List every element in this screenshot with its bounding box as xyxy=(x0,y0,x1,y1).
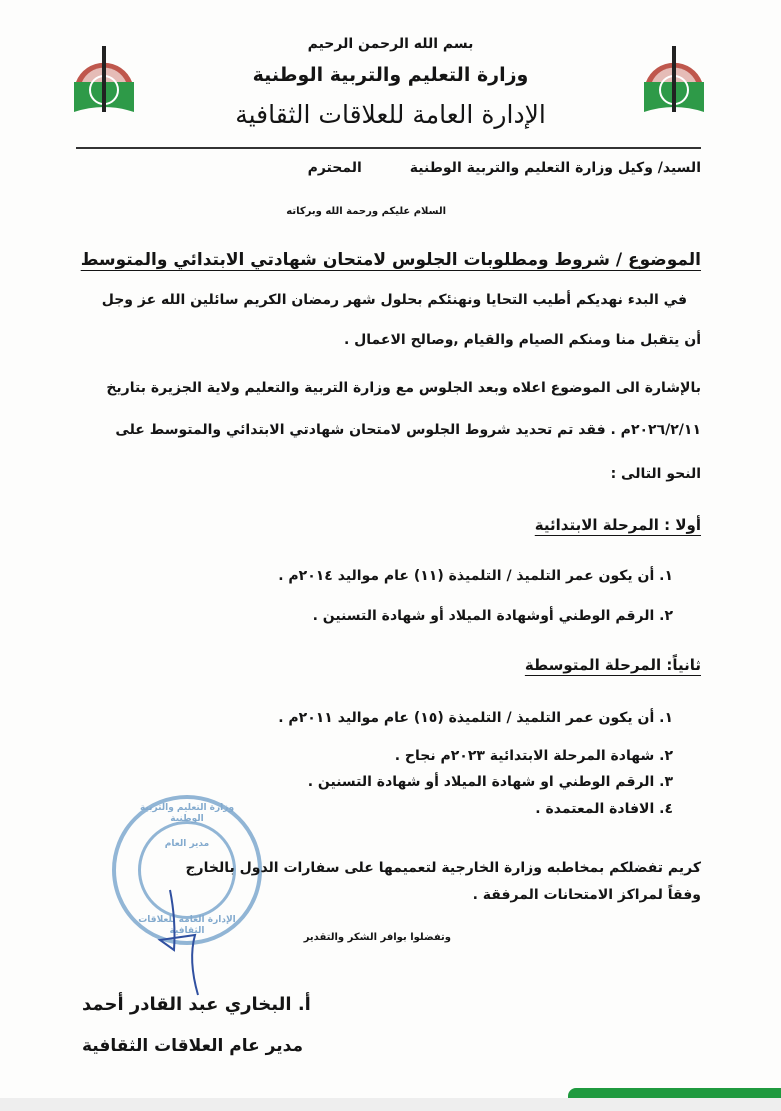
subject: الموضوع / شروط ومطلوبات الجلوس لامتحان شهادتي الابتدائي والمتوسط xyxy=(80,250,701,270)
signatory-title: مدير عام العلاقات الثقافية xyxy=(82,1036,303,1056)
addressee: السيد/ وكيل وزارة التعليم والتربية الوطنية xyxy=(409,160,701,176)
ministry-name: وزارة التعليم والتربية الوطنية xyxy=(252,64,529,86)
department-name: الإدارة العامة للعلاقات الثقافية xyxy=(235,100,546,129)
primary-item-1: ١. أن يكون عمر التلميذ / التلميذة (١١) عام مواليد ٢٠١٤م . xyxy=(278,568,673,584)
intermediate-item-4: ٤. الافادة المعتمدة . xyxy=(535,801,673,817)
bottom-strip xyxy=(0,1098,781,1111)
reference-line-2: ٢٠٢٦/٢/١١م . فقد تم تحديد شروط الجلوس لامتحان شهادتي الابتدائي والمتوسط على xyxy=(115,422,701,438)
reference-line-1: بالإشارة الى الموضوع اعلاه وبعد الجلوس مع وزارة التربية والتعليم ولاية الجزيرة بتاريخ xyxy=(106,380,701,396)
intermediate-item-2: ٢. شهادة المرحلة الابتدائية ٢٠٢٣م نجاح . xyxy=(394,748,673,764)
handwritten-signature xyxy=(140,880,220,1000)
section-primary-title: أولا : المرحلة الابتدائية xyxy=(534,516,701,534)
intro-line-2: أن يتقبل منا ومنكم الصيام والقيام ,وصالح الاعمال . xyxy=(343,332,701,348)
stamp-center-text: مدير العام xyxy=(164,839,210,849)
section-intermediate-title: ثانياً: المرحلة المتوسطة xyxy=(524,656,701,674)
signatory-name: أ. البخاري عبد القادر أحمد xyxy=(82,994,311,1015)
greeting: السلام عليكم ورحمة الله وبركاته xyxy=(286,206,446,217)
intermediate-item-3: ٣. الرقم الوطني او شهادة الميلاد أو شهادة التسنين . xyxy=(307,774,673,790)
addressee-row xyxy=(308,160,701,176)
header-divider xyxy=(76,147,701,149)
stamp-bottom-text: الإدارة العامة للعلاقات الثقافية xyxy=(138,915,236,936)
thanks: وتفضلوا بوافر الشكر والتقدير xyxy=(303,932,451,943)
reference-line-3: النحو التالى : xyxy=(610,466,701,482)
basmala: بسم الله الرحمن الرحيم xyxy=(307,36,474,52)
closing-line-2: وفقاً لمراكز الامتحانات المرفقة . xyxy=(472,887,701,903)
intro-line-1: في البدء نهديكم أطيب التحايا ونهنئكم بحلول شهر رمضان الكريم سائلين الله عز وجل xyxy=(101,292,687,308)
stamp-top-text: وزارة التعليم والتربية الوطنية xyxy=(139,803,235,824)
closing-line-1: كريم تفضلكم بمخاطبه وزارة الخارجية لتعميمها على سفارات الدول بالخارج xyxy=(185,860,701,876)
honorific: المحترم xyxy=(307,160,362,176)
intermediate-item-1: ١. أن يكون عمر التلميذ / التلميذة (١٥) عام مواليد ٢٠١١م . xyxy=(278,710,673,726)
primary-item-2: ٢. الرقم الوطني أوشهادة الميلاد أو شهادة التسنين . xyxy=(312,608,673,624)
